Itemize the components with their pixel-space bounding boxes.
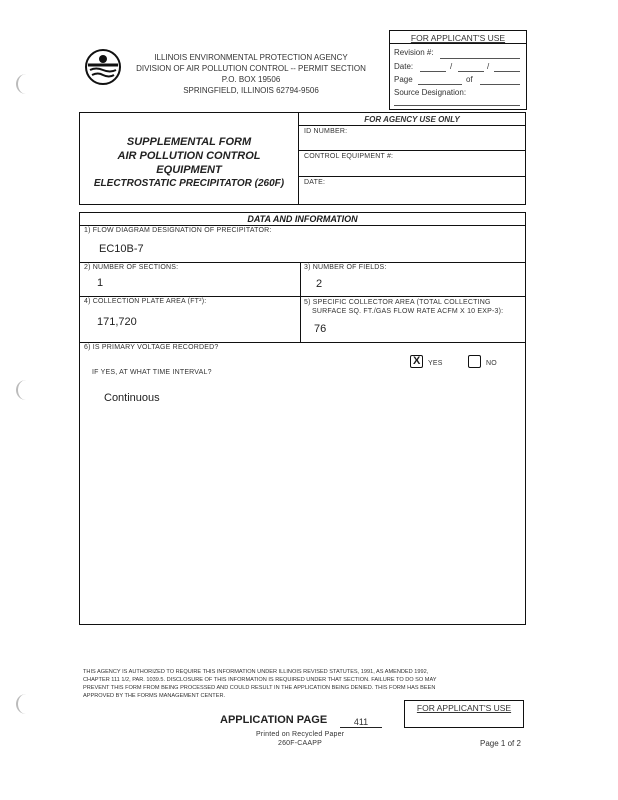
date-day-field[interactable] (458, 71, 484, 72)
q1-flow-diagram-label: 1) FLOW DIAGRAM DESIGNATION OF PRECIPITATOR: (84, 227, 272, 234)
no-checkbox[interactable] (468, 355, 481, 368)
title-section (79, 112, 526, 205)
notice-line-2: CHAPTER 111 1/2, PAR. 1039.5. DISCLOSURE OF THIS INFORMATION IS REQUIRED UNDER THAT SECTION. FAILURE TO DO SO MAY (83, 677, 437, 683)
notice-line-1: THIS AGENCY IS AUTHORIZED TO REQUIRE THIS INFORMATION UNDER ILLINOIS REVISED STATUTES, 1991, AS AMENDED 1992, (83, 669, 429, 675)
form-title-line-1: SUPPLEMENTAL FORM (126, 136, 252, 148)
q5-specific-collector-area-value[interactable]: 76 (314, 323, 327, 335)
applicant-use-box (389, 30, 527, 110)
date-separator-2: / (487, 62, 490, 71)
time-interval-label: IF YES, AT WHAT TIME INTERVAL? (92, 369, 212, 376)
no-label: NO (486, 360, 497, 367)
yes-checkbox[interactable] (410, 355, 423, 368)
q6-primary-voltage-label: 6) IS PRIMARY VOLTAGE RECORDED? (84, 344, 219, 351)
page-of-total: Page 1 of 2 (480, 739, 521, 748)
q3-number-of-fields-value[interactable]: 2 (316, 278, 323, 290)
data-information-section (79, 212, 526, 625)
q4-collection-plate-area-label: 4) COLLECTION PLATE AREA (FT²): (84, 298, 207, 305)
illinois-epa-seal-icon (84, 48, 122, 86)
yes-checkmark: X (413, 355, 421, 367)
q1-flow-diagram-value[interactable]: EC10B-7 (99, 243, 144, 255)
page-label: Page (394, 75, 413, 84)
recycled-paper-note: Printed on Recycled Paper (256, 731, 345, 738)
date-separator-1: / (450, 62, 453, 71)
binder-hole-middle (16, 380, 26, 400)
agency-date-label: DATE: (304, 179, 326, 186)
footer-applicant-use-title: FOR APPLICANT'S USE (416, 703, 512, 713)
agency-use-title: FOR AGENCY USE ONLY (364, 115, 460, 124)
notice-line-3: PREVENT THIS FORM FROM BEING PROCESSED AND COULD RESULT IN THE APPLICATION BEING DENIED. THIS FORM HAS BEEN (83, 685, 436, 691)
form-title-line-3: EQUIPMENT (156, 164, 222, 176)
control-equipment-label: CONTROL EQUIPMENT #: (304, 153, 394, 160)
binder-hole-bottom (16, 694, 26, 714)
form-code: 260F-CAAPP (278, 740, 323, 747)
agency-line-1: ILLINOIS ENVIRONMENTAL PROTECTION AGENCY (154, 53, 348, 62)
yes-label: YES (428, 360, 443, 367)
data-section-title: DATA AND INFORMATION (247, 214, 358, 224)
q5-specific-collector-area-label (304, 298, 503, 316)
agency-line-3: P.O. BOX 19506 (221, 75, 281, 84)
form-title-line-4: ELECTROSTATIC PRECIPITATOR (260F) (93, 178, 285, 189)
source-designation-field[interactable] (394, 105, 520, 106)
q3-number-of-fields-label: 3) NUMBER OF FIELDS: (304, 264, 387, 271)
revision-label: Revision #: (394, 48, 434, 57)
page-total-field[interactable] (480, 84, 520, 85)
application-page-value[interactable]: 411 (340, 717, 382, 728)
agency-line-2: DIVISION OF AIR POLLUTION CONTROL -- PERMIT SECTION (136, 64, 366, 73)
application-page-label: APPLICATION PAGE (220, 714, 328, 726)
page-number-field[interactable] (418, 84, 462, 85)
source-designation-label: Source Designation: (394, 88, 467, 97)
q2-number-of-sections-value[interactable]: 1 (97, 277, 104, 289)
agency-header (126, 52, 376, 96)
q2-number-of-sections-label: 2) NUMBER OF SECTIONS: (84, 264, 179, 271)
page-of-label: of (466, 75, 473, 84)
binder-hole-top (16, 74, 26, 94)
form-title-line-2: AIR POLLUTION CONTROL (117, 150, 261, 162)
id-number-label: ID NUMBER: (304, 128, 348, 135)
date-label: Date: (394, 62, 414, 71)
q5-label-line-1: 5) SPECIFIC COLLECTOR AREA (TOTAL COLLECTING (304, 299, 491, 306)
form-title (80, 135, 298, 191)
date-month-field[interactable] (420, 71, 446, 72)
q4-collection-plate-area-value[interactable]: 171,720 (97, 316, 137, 328)
time-interval-value[interactable]: Continuous (104, 392, 160, 404)
applicant-use-title: FOR APPLICANT'S USE (410, 33, 506, 43)
notice-line-4: APPROVED BY THE FORMS MANAGEMENT CENTER. (83, 693, 226, 699)
q5-label-line-2: SURFACE SQ. FT./GAS FLOW RATE ACFM X 10 EXP-3): (312, 308, 504, 315)
legal-notice (83, 668, 513, 700)
date-year-field[interactable] (494, 71, 520, 72)
agency-line-4: SPRINGFIELD, ILLINOIS 62794-9506 (183, 86, 319, 95)
footer-applicant-use-box (404, 700, 524, 728)
revision-field[interactable] (440, 58, 520, 59)
